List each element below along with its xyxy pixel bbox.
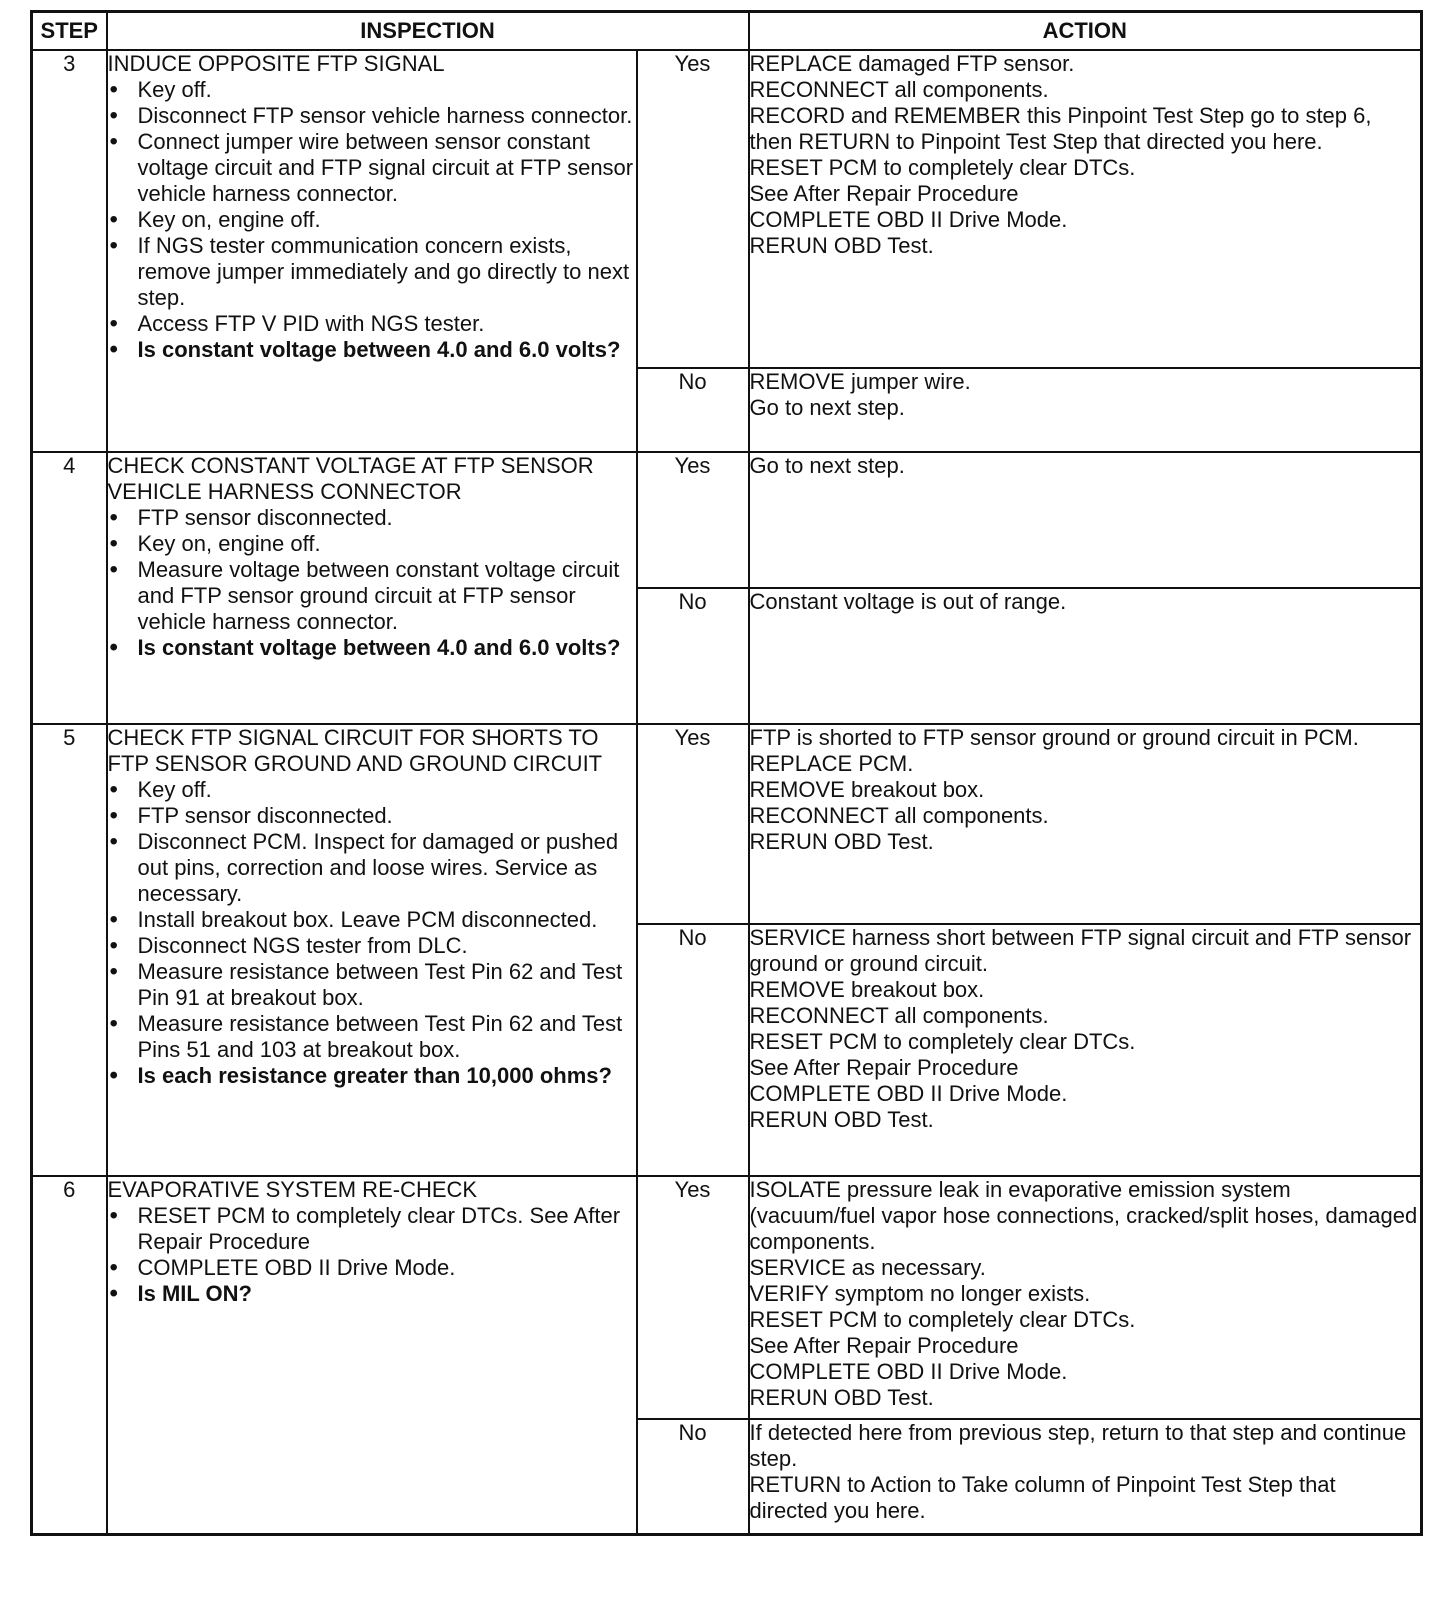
action-line: RERUN OBD Test. [749,829,934,854]
action-line: If detected here from previous step, return to that step and continue step. [749,1420,1407,1471]
step-row-yes [32,452,1422,588]
answer-yes: Yes [637,1176,749,1419]
action-line: RECONNECT all components. [749,1003,1049,1028]
inspection-question: • Is constant voltage between 4.0 and 6.0 volts? [108,337,636,363]
step-number: 3 [32,50,107,452]
action-line: See After Repair Procedure [749,1055,1019,1080]
inspection-question: • Is each resistance greater than 10,000 ohms? [108,1063,636,1089]
header-inspection: INSPECTION [107,12,749,51]
action-line: REMOVE breakout box. [749,777,985,802]
action-line: RERUN OBD Test. [749,1385,934,1410]
action-no [749,924,1422,1176]
inspection-bullet: • Install breakout box. Leave PCM disconnected. [108,907,636,933]
inspection-bullet: • Measure resistance between Test Pin 62 and Test Pins 51 and 103 at breakout box. [108,1011,636,1063]
inspection-title: CHECK FTP SIGNAL CIRCUIT FOR SHORTS TO FTP SENSOR GROUND AND GROUND CIRCUIT [107,725,603,776]
action-no [749,368,1422,452]
inspection-question: • Is constant voltage between 4.0 and 6.0 volts? [108,635,636,661]
inspection-cell [107,724,637,1176]
action-line: ISOLATE pressure leak in evaporative emission system (vacuum/fuel vapor hose connections, cracked/split hoses, damaged components. [749,1177,1418,1254]
action-yes [749,452,1422,588]
inspection-bullet: • RESET PCM to completely clear DTCs. See After Repair Procedure [108,1203,636,1255]
inspection-bullet: • Connect jumper wire between sensor constant voltage circuit and FTP signal circuit at FTP sensor vehicle harness connector. [108,129,636,207]
action-line: RESET PCM to completely clear DTCs. [749,155,1136,180]
action-no [749,588,1422,724]
answer-no: No [637,588,749,724]
pinpoint-test-table [30,10,1423,1536]
action-no [749,1419,1422,1534]
inspection-bullets [108,505,636,661]
step-row-yes [32,724,1422,924]
inspection-bullet: • COMPLETE OBD II Drive Mode. [108,1255,636,1281]
inspection-cell [107,452,637,724]
inspection-bullet: • Disconnect NGS tester from DLC. [108,933,636,959]
inspection-title: CHECK CONSTANT VOLTAGE AT FTP SENSOR VEHICLE HARNESS CONNECTOR [107,453,594,504]
inspection-bullets [108,77,636,363]
action-line: REPLACE damaged FTP sensor. [749,51,1075,76]
inspection-bullet: • Key off. [108,777,636,803]
inspection-bullets [108,777,636,1089]
action-line: RECONNECT all components. [749,77,1049,102]
action-line: REMOVE breakout box. [749,977,985,1002]
inspection-question: • Is MIL ON? [108,1281,636,1307]
step-number: 4 [32,452,107,724]
action-line: REPLACE PCM. [749,751,914,776]
inspection-bullet: • FTP sensor disconnected. [108,803,636,829]
action-line: COMPLETE OBD II Drive Mode. [749,1359,1068,1384]
step-row-yes [32,50,1422,368]
steps-body [32,50,1422,1534]
inspection-bullet: • Access FTP V PID with NGS tester. [108,311,636,337]
inspection-bullet: • Key on, engine off. [108,531,636,557]
inspection-bullet: • Key on, engine off. [108,207,636,233]
action-line: RESET PCM to completely clear DTCs. [749,1029,1136,1054]
step-number: 5 [32,724,107,1176]
action-line: See After Repair Procedure [749,1333,1019,1358]
action-yes [749,724,1422,924]
answer-no: No [637,924,749,1176]
action-line: RETURN to Action to Take column of Pinpoint Test Step that directed you here. [749,1472,1336,1523]
inspection-bullets [108,1203,636,1307]
action-line: See After Repair Procedure [749,181,1019,206]
header-row [32,12,1422,51]
answer-no: No [637,1419,749,1534]
answer-yes: Yes [637,724,749,924]
inspection-bullet: • If NGS tester communication concern exists, remove jumper immediately and go directly to next step. [108,233,636,311]
inspection-bullet: • Key off. [108,77,636,103]
action-line: SERVICE as necessary. [749,1255,986,1280]
answer-yes: Yes [637,50,749,368]
answer-yes: Yes [637,452,749,588]
inspection-bullet: • Disconnect PCM. Inspect for damaged or pushed out pins, correction and loose wires. Service as necessary. [108,829,636,907]
inspection-title: INDUCE OPPOSITE FTP SIGNAL [107,51,445,76]
action-line: Go to next step. [749,453,905,478]
action-line: RERUN OBD Test. [749,233,934,258]
action-line: VERIFY symptom no longer exists. [749,1281,1091,1306]
inspection-cell [107,50,637,452]
inspection-bullet: • FTP sensor disconnected. [108,505,636,531]
action-line: Constant voltage is out of range. [749,589,1067,614]
action-yes [749,1176,1422,1419]
inspection-bullet: • Measure voltage between constant voltage circuit and FTP sensor ground circuit at FTP sensor vehicle harness connector. [108,557,636,635]
inspection-bullet: • Disconnect FTP sensor vehicle harness connector. [108,103,636,129]
answer-no: No [637,368,749,452]
action-line: Go to next step. [749,395,905,420]
action-line: SERVICE harness short between FTP signal circuit and FTP sensor ground or ground circuit. [749,925,1412,976]
action-line: FTP is shorted to FTP sensor ground or ground circuit in PCM. [749,725,1359,750]
step-row-yes [32,1176,1422,1419]
inspection-title: EVAPORATIVE SYSTEM RE-CHECK [107,1177,478,1202]
header-step: STEP [32,12,107,51]
action-line: RECONNECT all components. [749,803,1049,828]
action-line: RESET PCM to completely clear DTCs. [749,1307,1136,1332]
action-line: RECORD and REMEMBER this Pinpoint Test Step go to step 6, then RETURN to Pinpoint Test Step that directed you here. [749,103,1372,154]
action-line: RERUN OBD Test. [749,1107,934,1132]
inspection-bullet: • Measure resistance between Test Pin 62 and Test Pin 91 at breakout box. [108,959,636,1011]
header-action: ACTION [749,12,1422,51]
action-yes [749,50,1422,368]
pinpoint-test-document [30,10,1420,1536]
action-line: COMPLETE OBD II Drive Mode. [749,207,1068,232]
action-line: REMOVE jumper wire. [749,369,971,394]
inspection-cell [107,1176,637,1534]
step-number: 6 [32,1176,107,1534]
action-line: COMPLETE OBD II Drive Mode. [749,1081,1068,1106]
